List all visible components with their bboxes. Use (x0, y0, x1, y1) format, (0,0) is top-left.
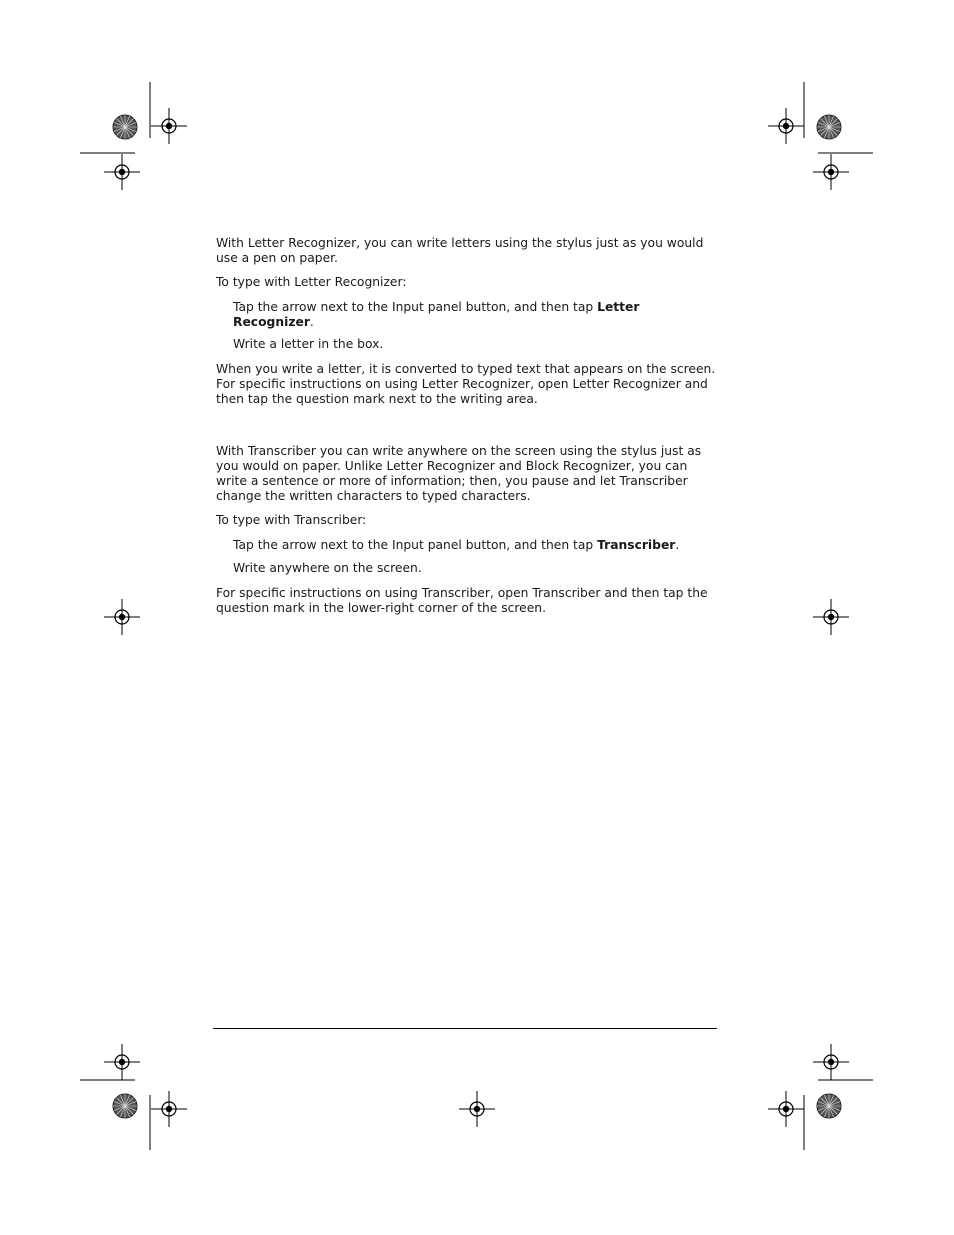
footer-rule (213, 1028, 717, 1029)
letter-recognizer-intro: With Letter Recognizer, you can write letters using the stylus just as you would use a pen on paper. (216, 236, 704, 265)
document-body (216, 236, 716, 616)
letter-recognizer-outro: When you write a letter, it is converted to typed text that appears on the screen. For specific instructions on using Letter Recognizer, open Letter Recognizer and then tap the question mark next to the writing area. (216, 362, 716, 406)
letter-recognizer-step-2: Write a letter in the box. (233, 337, 384, 351)
step-punct: . (309, 315, 314, 329)
transcriber-intro: With Transcriber you can write anywhere on the screen using the stylus just as you would on paper. Unlike Letter Recognizer and Block Recognizer, you can write a sentence or more of information; then, you pause and let Transcriber change the written characters to typed characters. (216, 444, 702, 503)
step-text: Tap the arrow next to the Input panel button, and then tap (233, 300, 598, 314)
letter-recognizer-step-1 (216, 300, 716, 330)
transcriber-step-2: Write anywhere on the screen. (233, 561, 422, 575)
transcriber-step-1 (216, 538, 716, 553)
step-text: Tap the arrow next to the Input panel button, and then tap (233, 538, 598, 552)
letter-recognizer-lead: To type with Letter Recognizer: (216, 275, 407, 289)
transcriber-outro: For specific instructions on using Transcriber, open Transcriber and then tap the question mark in the lower-right corner of the screen. (216, 586, 708, 615)
step-punct: . (675, 538, 680, 552)
transcriber-lead: To type with Transcriber: (216, 513, 367, 527)
step-bold-term: Transcriber (597, 538, 676, 552)
step-bold-term: Letter Recognizer (233, 300, 640, 329)
